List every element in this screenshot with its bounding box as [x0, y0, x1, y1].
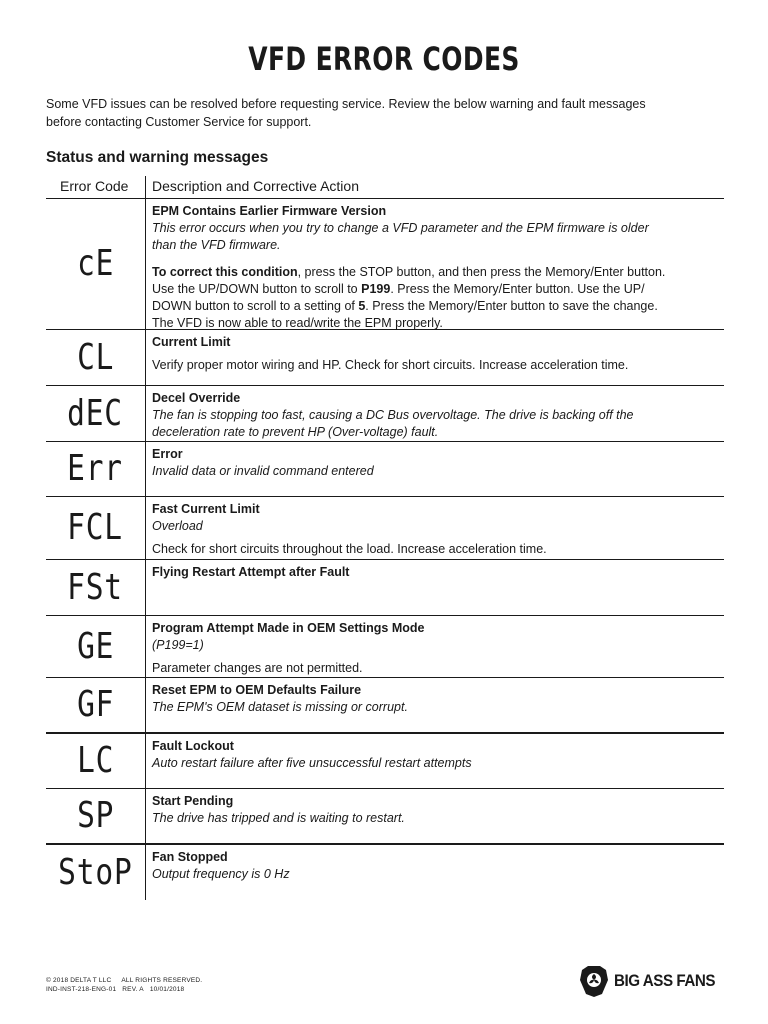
error-description: Decel Override The fan is stopping too fast, causing a DC Bus overvoltage. The drive is backing off the deceleration rate to prevent HP (Over-voltage) fault. [152, 391, 634, 439]
error-description: Flying Restart Attempt after Fault [152, 565, 350, 579]
table-row [46, 442, 724, 497]
intro-paragraph: Some VFD issues can be resolved before requesting service. Review the below warning and fault messages before contacting Customer Service for support. [46, 97, 646, 129]
error-code: Err [46, 442, 146, 496]
error-code: SP [46, 789, 146, 843]
page-title: VFD ERROR CODES [248, 40, 520, 78]
table-row [46, 845, 724, 900]
footer: © 2018 DELTA T LLC ALL RIGHTS RESERVED. IND-INST-218-ENG-01 REV. A 10/01/2018 [46, 977, 203, 993]
table-row [46, 789, 724, 845]
column-header-description: Description and Corrective Action [152, 178, 359, 194]
error-description: Start Pending The drive has tripped and is waiting to restart. [152, 794, 405, 825]
table-row [46, 330, 724, 386]
error-code: dEC [46, 386, 146, 441]
error-code: LC [46, 734, 146, 788]
table-row [46, 678, 724, 734]
table-row [46, 386, 724, 442]
section-heading: Status and warning messages [46, 149, 269, 166]
brand-logo: BIG ASS FANS [578, 964, 724, 998]
error-code: cE [46, 199, 146, 329]
column-header-code: Error Code [46, 176, 146, 198]
error-description: Error Invalid data or invalid command entered [152, 447, 374, 478]
fan-logo-icon [578, 964, 610, 998]
table-row [46, 199, 724, 330]
error-code: GF [46, 678, 146, 732]
error-code: StoP [46, 845, 146, 900]
table-row [46, 560, 724, 616]
error-description: EPM Contains Earlier Firmware Version This error occurs when you try to change a VFD parameter and the EPM firmware is older than the VFD firmware. To correct this condition, press the STOP button, and then press the Memory/Enter button. Use the UP/DOWN button to scroll to P199. Press the Memory/Enter button. Use the UP/ DOWN button to scroll to a setting of 5. Press the Memory/Enter button to save the change. The VFD is now able to read/write the EPM properly. [152, 204, 666, 330]
error-code-table [46, 176, 724, 900]
table-row [46, 616, 724, 678]
table-row [46, 497, 724, 560]
error-code: CL [46, 330, 146, 385]
error-description: Fault Lockout Auto restart failure after five unsuccessful restart attempts [152, 739, 472, 770]
error-description: Fast Current Limit Overload Check for short circuits throughout the load. Increase acceleration time. [152, 502, 547, 556]
error-code: GE [46, 616, 146, 677]
table-row [46, 734, 724, 789]
error-description: Current Limit Verify proper motor wiring and HP. Check for short circuits. Increase acceleration time. [152, 335, 629, 372]
table-header [46, 176, 724, 199]
error-description: Reset EPM to OEM Defaults Failure The EPM's OEM dataset is missing or corrupt. [152, 683, 408, 714]
error-description: Fan Stopped Output frequency is 0 Hz [152, 850, 290, 881]
error-code: FCL [46, 497, 146, 559]
error-description: Program Attempt Made in OEM Settings Mode (P199=1) Parameter changes are not permitted. [152, 621, 425, 675]
error-code: FSt [46, 560, 146, 615]
